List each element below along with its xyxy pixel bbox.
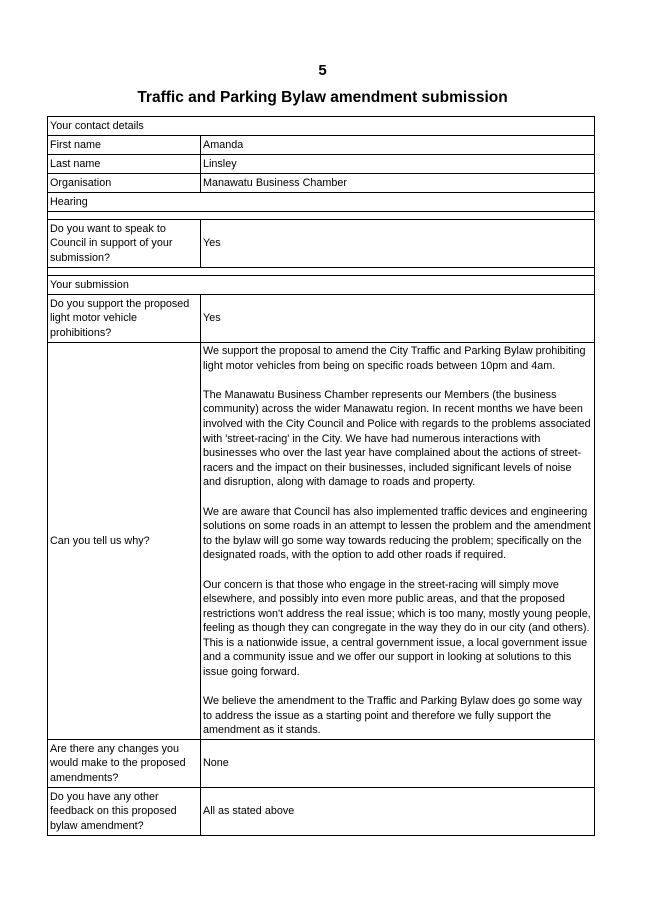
- table-row: [48, 155, 595, 174]
- document-title: Traffic and Parking Bylaw amendment submission: [137, 89, 508, 106]
- section-heading-hearing: Hearing: [48, 193, 595, 212]
- feedback-question: Do you have any other feedback on this proposed bylaw amendment?: [48, 788, 201, 836]
- changes-answer: None: [201, 740, 595, 788]
- page-number: 5: [318, 62, 327, 79]
- organisation-value: Manawatu Business Chamber: [201, 174, 595, 193]
- last-name-value: Linsley: [201, 155, 595, 174]
- table-row: [48, 174, 595, 193]
- section-row-submission: [48, 276, 595, 295]
- why-paragraph: We support the proposal to amend the City Traffic and Parking Bylaw prohibiting light motor vehicles from being on specific roads between 10pm and 4am.: [203, 345, 586, 372]
- why-paragraph: The Manawatu Business Chamber represents our Members (the business community) across the wider Manawatu region. In recent months we have been involved with the City Council and Police with regards to the problems associated with 'street-racing' in the City. We have had numerous interactions with businesses who over the last year have complained about the actions of street-racers and the impact on their businesses, included significant levels of noise and disruption, along with damage to roads and property.: [203, 388, 591, 489]
- why-paragraph: We are aware that Council has also implemented traffic devices and engineering solutions on some roads in an attempt to lessen the problem and the amendment to the bylaw will go some way towards reducing the problem; specifically on the designated roads, with the option to add other roads if required.: [203, 505, 591, 562]
- changes-question: Are there any changes you would make to the proposed amendments?: [48, 740, 201, 788]
- last-name-label: Last name: [48, 155, 201, 174]
- support-answer: Yes: [201, 295, 595, 343]
- table-row: [48, 740, 595, 788]
- table-row: [48, 343, 595, 740]
- table-row: [48, 788, 595, 836]
- why-paragraph: Our concern is that those who engage in the street-racing will simply move elsewhere, and possibly into even more public areas, and that the proposed restrictions won't address the real issue; which is too many, mostly young people, feeling as though they can congregate in the way they do in our city (and others). This is a nationwide issue, a central government issue, a local government issue and a community issue and we offer our support in looking at solutions to this issue going forward.: [203, 578, 591, 679]
- section-heading-submission: Your submission: [48, 276, 595, 295]
- submission-form-table: [47, 116, 595, 836]
- spacer-cell: [48, 212, 595, 220]
- table-row: [48, 220, 595, 268]
- spacer-row: [48, 268, 595, 276]
- spacer-row: [48, 212, 595, 220]
- feedback-answer: All as stated above: [201, 788, 595, 836]
- why-answer: [201, 343, 595, 740]
- section-row-contact: [48, 117, 595, 136]
- why-answer-text: [203, 344, 592, 738]
- hearing-question: Do you want to speak to Council in support of your submission?: [48, 220, 201, 268]
- hearing-answer: Yes: [201, 220, 595, 268]
- table-row: [48, 295, 595, 343]
- why-question: Can you tell us why?: [48, 343, 201, 740]
- support-question: Do you support the proposed light motor vehicle prohibitions?: [48, 295, 201, 343]
- section-row-hearing: [48, 193, 595, 212]
- organisation-label: Organisation: [48, 174, 201, 193]
- first-name-label: First name: [48, 136, 201, 155]
- table-row: [48, 136, 595, 155]
- why-paragraph: We believe the amendment to the Traffic and Parking Bylaw does go some way to address the issue as a starting point and therefore we fully support the amendment as it stands.: [203, 695, 582, 737]
- first-name-value: Amanda: [201, 136, 595, 155]
- spacer-cell: [48, 268, 595, 276]
- section-heading-contact: Your contact details: [48, 117, 595, 136]
